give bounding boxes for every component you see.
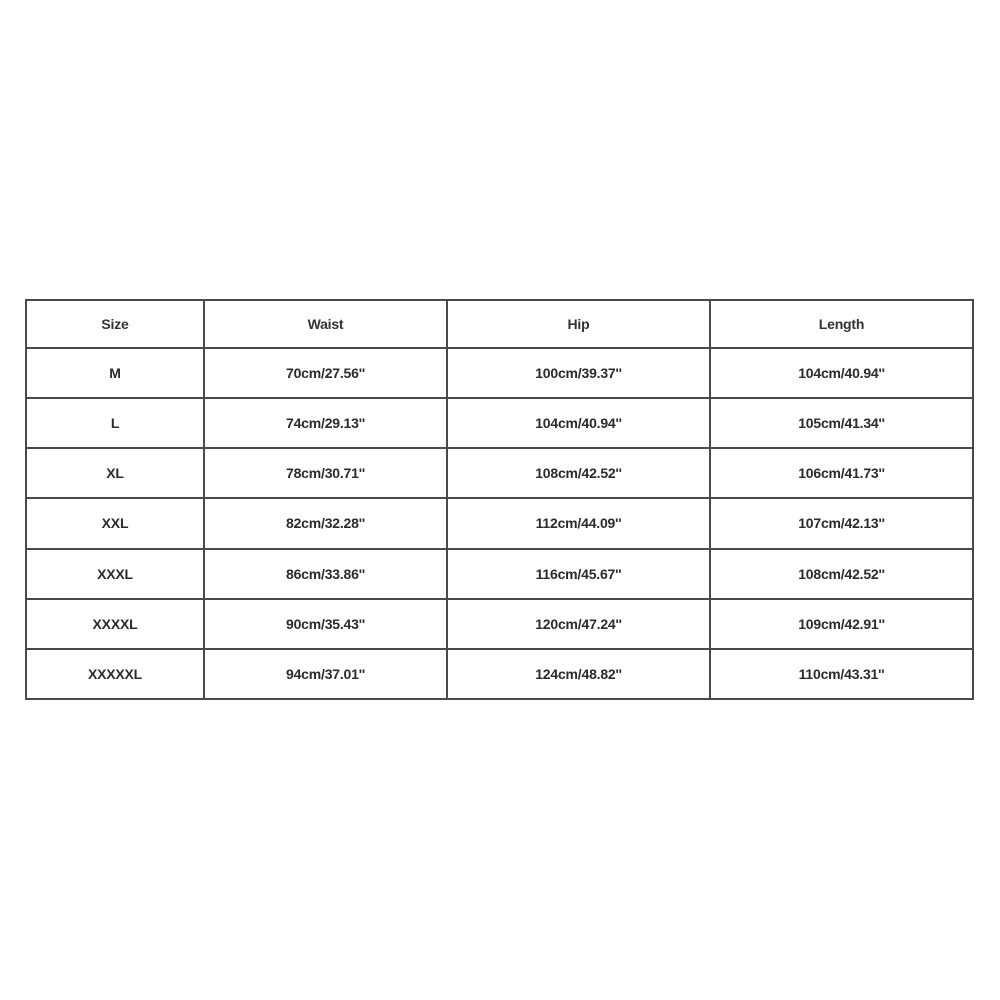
cell-size: XXL <box>26 498 204 548</box>
cell-size: XXXL <box>26 549 204 599</box>
cell-hip: 120cm/47.24'' <box>447 599 710 649</box>
cell-size: L <box>26 398 204 448</box>
table-header-row <box>26 300 973 348</box>
cell-length: 109cm/42.91'' <box>710 599 973 649</box>
cell-length: 104cm/40.94'' <box>710 348 973 398</box>
cell-size: XL <box>26 448 204 498</box>
cell-waist: 74cm/29.13'' <box>204 398 447 448</box>
cell-length: 105cm/41.34'' <box>710 398 973 448</box>
table-row <box>26 348 973 398</box>
header-waist: Waist <box>204 300 447 348</box>
cell-hip: 104cm/40.94'' <box>447 398 710 448</box>
cell-waist: 78cm/30.71'' <box>204 448 447 498</box>
cell-size: XXXXL <box>26 599 204 649</box>
table-row <box>26 649 973 699</box>
cell-hip: 112cm/44.09'' <box>447 498 710 548</box>
table-row <box>26 599 973 649</box>
header-length: Length <box>710 300 973 348</box>
cell-size: M <box>26 348 204 398</box>
cell-size: XXXXXL <box>26 649 204 699</box>
header-size: Size <box>26 300 204 348</box>
table-row <box>26 398 973 448</box>
table-row <box>26 498 973 548</box>
table-row <box>26 448 973 498</box>
cell-waist: 82cm/32.28'' <box>204 498 447 548</box>
cell-waist: 94cm/37.01'' <box>204 649 447 699</box>
cell-hip: 124cm/48.82'' <box>447 649 710 699</box>
cell-waist: 86cm/33.86'' <box>204 549 447 599</box>
cell-waist: 90cm/35.43'' <box>204 599 447 649</box>
header-hip: Hip <box>447 300 710 348</box>
cell-waist: 70cm/27.56'' <box>204 348 447 398</box>
size-chart-table <box>25 299 974 700</box>
cell-length: 110cm/43.31'' <box>710 649 973 699</box>
cell-hip: 108cm/42.52'' <box>447 448 710 498</box>
cell-length: 106cm/41.73'' <box>710 448 973 498</box>
cell-length: 108cm/42.52'' <box>710 549 973 599</box>
cell-hip: 116cm/45.67'' <box>447 549 710 599</box>
cell-hip: 100cm/39.37'' <box>447 348 710 398</box>
table-row <box>26 549 973 599</box>
cell-length: 107cm/42.13'' <box>710 498 973 548</box>
